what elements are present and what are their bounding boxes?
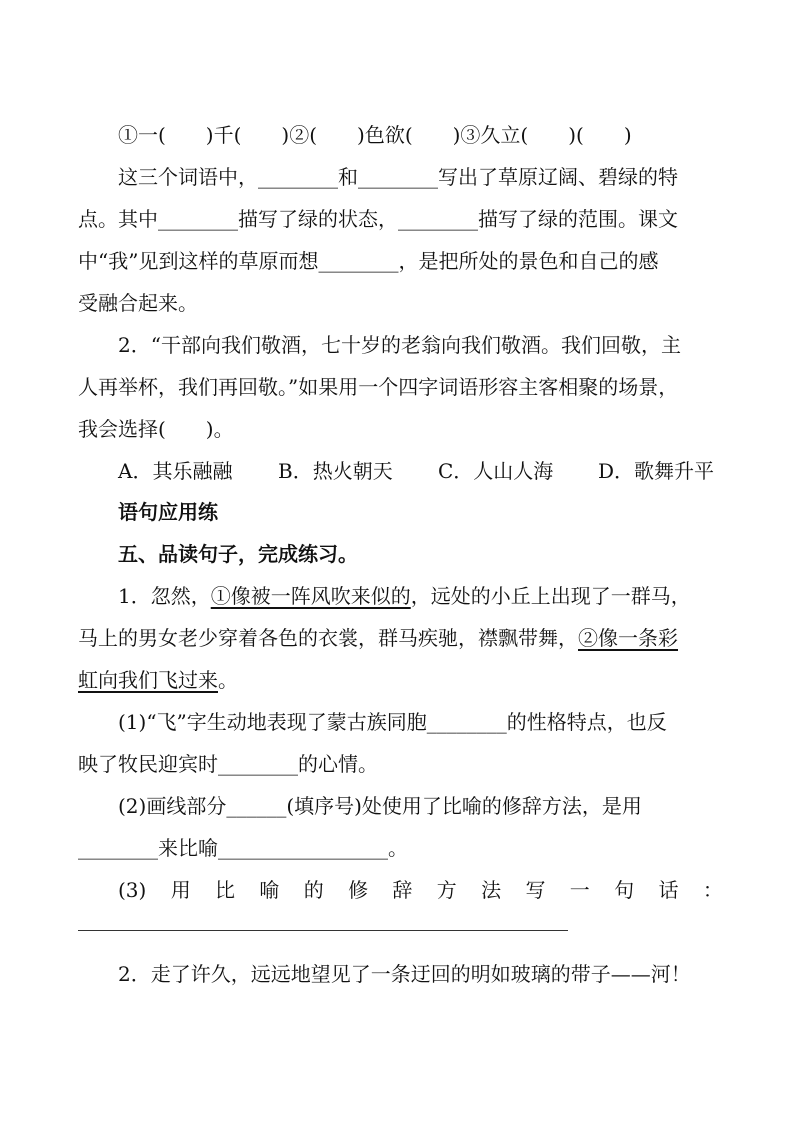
sub-question-1-line: (1)“飞”字生动地表现了蒙古族同胞________的性格特点，也反 bbox=[118, 710, 667, 734]
sentence-text: 马上的男女老少穿着各色的衣裳，群马疾驰，襟飘带舞， bbox=[78, 626, 578, 650]
sub-question-3-char: 方 bbox=[436, 878, 457, 902]
underlined-phrase-1: ①像被一阵风吹来似的 bbox=[210, 584, 411, 608]
sub-question-3-char: 话 bbox=[658, 878, 679, 902]
question-2-line: 人再举杯，我们再回敬。”如果用一个四字词语形容主客相聚的场景， bbox=[78, 375, 679, 399]
sentence-1-line bbox=[118, 583, 723, 609]
sub-question-3-char: 一 bbox=[569, 878, 590, 902]
sub-question-3-line bbox=[118, 877, 723, 903]
part-5-heading: 五、品读句子，完成练习。 bbox=[118, 542, 358, 566]
sub-question-3-char: 的 bbox=[303, 878, 324, 902]
paragraph-line: 点。其中________描写了绿的状态，________描写了绿的范围。课文 bbox=[78, 207, 678, 231]
option-b[interactable]: B．热火朝天 bbox=[278, 459, 393, 483]
sub-question-2-line: ________来比喻_________________。 bbox=[78, 836, 408, 860]
underlined-phrase-2: ②像一条彩 bbox=[578, 626, 678, 650]
sub-question-3-char: 句 bbox=[614, 878, 635, 902]
sentence-text: 1．忽然， bbox=[118, 584, 211, 608]
sub-question-3-char: 法 bbox=[481, 878, 502, 902]
option-c[interactable]: C．人山人海 bbox=[438, 459, 554, 483]
choice-options bbox=[118, 458, 723, 484]
sentence-text: ，远处的小丘上出现了一群马， bbox=[410, 584, 691, 608]
sub-question-3-char: (3) bbox=[118, 878, 147, 902]
sub-question-3-char: 比 bbox=[215, 878, 236, 902]
answer-blank-line[interactable] bbox=[78, 930, 568, 931]
sub-question-3-char: ： bbox=[702, 878, 723, 902]
sub-question-2-line: (2)画线部分______(填序号)处使用了比喻的修辞方法，是用 bbox=[118, 794, 642, 818]
sentence-2-line: 2．走了许久，远远地望见了一条迂回的明如玻璃的带子——河！ bbox=[118, 962, 691, 986]
question-2-line: 2．“干部向我们敬酒，七十岁的老翁向我们敬酒。我们回敬，主 bbox=[118, 333, 681, 357]
paragraph-line: 受融合起来。 bbox=[78, 291, 198, 315]
sentence-text: 。 bbox=[218, 668, 238, 692]
section-heading: 语句应用练 bbox=[118, 500, 218, 524]
sub-question-3-char: 辞 bbox=[392, 878, 413, 902]
underlined-phrase-2-cont: 虹向我们飞过来 bbox=[78, 668, 218, 692]
sub-question-3-char: 喻 bbox=[259, 878, 280, 902]
option-d[interactable]: D．歌舞升平 bbox=[598, 459, 715, 483]
option-a[interactable]: A．其乐融融 bbox=[118, 459, 233, 483]
sub-question-1-line: 映了牧民迎宾时________的心情。 bbox=[78, 752, 378, 776]
sub-question-3-char: 用 bbox=[170, 878, 191, 902]
question-2-line: 我会选择( )。 bbox=[78, 417, 234, 441]
idioms-fill-line: ①一( )千( )②( )色欲( )③久立( )( ) bbox=[118, 123, 632, 147]
sub-question-3-char: 修 bbox=[348, 878, 369, 902]
sentence-1-line bbox=[78, 667, 723, 693]
sub-question-3-char: 写 bbox=[525, 878, 546, 902]
sentence-1-line bbox=[78, 625, 723, 651]
paragraph-line: 这三个词语中，________和________写出了草原辽阔、碧绿的特 bbox=[118, 165, 678, 189]
paragraph-line: 中“我”见到这样的草原而想________，是把所处的景色和自己的感 bbox=[78, 249, 659, 273]
